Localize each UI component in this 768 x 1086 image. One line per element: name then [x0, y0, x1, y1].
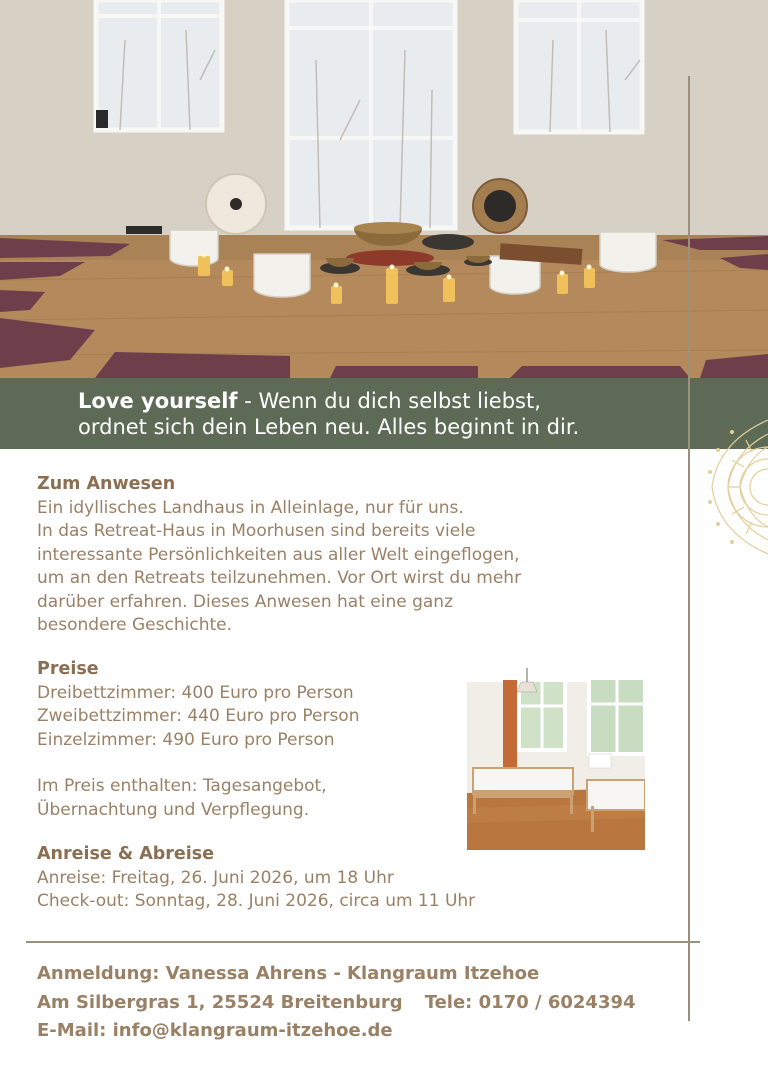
phone-text: Tele: 0170 / 6024394: [424, 991, 636, 1013]
quote-bold: Love yourself: [78, 389, 238, 413]
anwesen-title: Zum Anwesen: [37, 474, 176, 494]
anwesen-line: interessante Persönlichkeiten aus aller Welt eingeflogen,: [37, 544, 520, 565]
anwesen-line: In das Retreat-Haus in Moorhusen sind bereits viele: [37, 521, 476, 541]
quote-line-1: - Wenn du dich selbst liebst,: [237, 389, 541, 413]
room-photo: [467, 668, 645, 850]
section-anwesen: [37, 473, 521, 638]
price-line: Einzelzimmer: 490 Euro pro Person: [37, 729, 335, 750]
registration-line: Anmeldung: Vanessa Ahrens - Klangraum Itzehoe: [37, 963, 540, 984]
address-line: [37, 989, 636, 1018]
included-line: Übernachtung und Verpflegung.: [37, 799, 310, 820]
anreise-line: Check-out: Sonntag, 28. Juni 2026, circa um 11 Uhr: [37, 891, 476, 911]
address-text: Am Silbergras 1, 25524 Breitenburg: [37, 991, 403, 1013]
anreise-title: Anreise & Abreise: [37, 844, 215, 864]
included-line: Im Preis enthalten: Tagesangebot,: [37, 776, 327, 796]
section-preise: [37, 658, 360, 822]
price-line: Zweibettzimmer: 440 Euro pro Person: [37, 706, 360, 726]
anwesen-line: um an den Retreats teilzunehmen. Vor Ort wirst du mehr: [37, 568, 522, 588]
anwesen-line: besondere Geschichte.: [37, 615, 232, 635]
hero-photo: [0, 0, 768, 378]
section-anreise: [37, 843, 475, 914]
price-line: Dreibettzimmer: 400 Euro pro Person: [37, 682, 354, 703]
footer-contact: [37, 960, 636, 1046]
anwesen-line: darüber erfahren. Dieses Anwesen hat eine ganz: [37, 591, 453, 612]
anreise-line: Anreise: Freitag, 26. Juni 2026, um 18 Uhr: [37, 867, 394, 888]
quote-text: [78, 388, 728, 440]
preise-title: Preise: [37, 659, 99, 679]
quote-line-2: ordnet sich dein Leben neu. Alles beginnt in dir.: [78, 415, 580, 439]
anwesen-line: Ein idyllisches Landhaus in Alleinlage, nur für uns.: [37, 497, 464, 518]
horizontal-divider: [26, 941, 700, 943]
email-line: E-Mail: info@klangraum-itzehoe.de: [37, 1020, 393, 1041]
mandala-ornament: [688, 412, 768, 562]
